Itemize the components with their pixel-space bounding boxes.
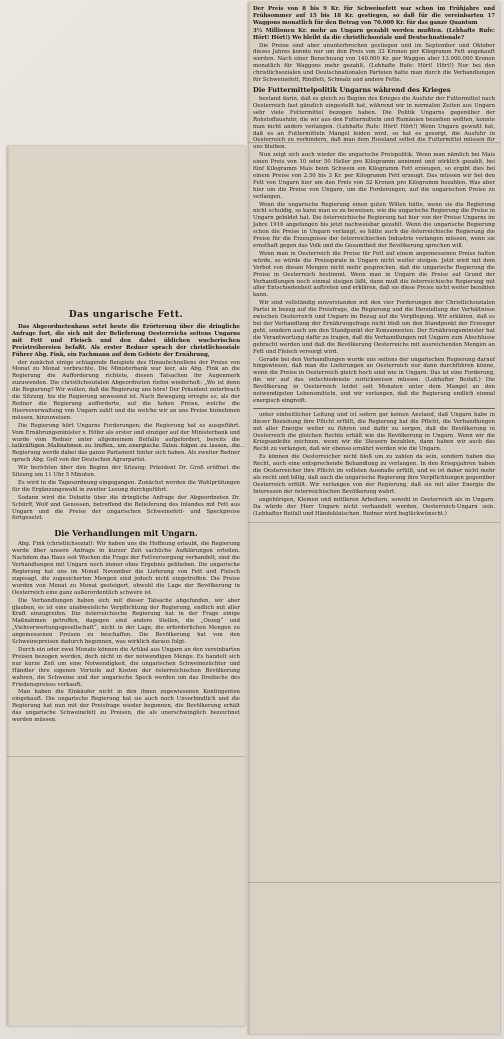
paragraph: Wenn man in Oesterreich die Preise für Fett auf einem angemessenen Preise halten würde, so würde die Preisspirale in Ungarn nicht weiter steigen. Jetzt wird mit dem Verbot von diesen Mengen nicht mehr gesprochen, daß die ungarische Regierung die Preise in Oesterreich bestimmt. Wenn man in Ungarn die Preise auf Grund der Verhandlungen noch einmal steigen läßt, dann muß die österreichische Regierung mit aller Entschiedenheit auftreten und erklären, daß sie diese Preise nicht weiter bezahlen kann. (253, 250, 495, 299)
paper-fold-line (7, 756, 245, 757)
paragraph: Die Regierung hört Ungarns Forderungen; die Regierung hat es ausgeführt. Vom Ernährungsminister v. Höfer als erster und einziger auf der Ministerbank und wurde vom Redner unter allgemeinem Beifalle aufgefordert, bereits die tatkräftigen Maßnahmen zu treffen, um energische Taten folgen zu lassen, die Regierung werde dabei das ganze Parlament hinter sich haben. Als zweiter Redner sprach Abg. Goll von der Deutschen Agrarpartei. (12, 422, 240, 464)
paragraph: Die Verhandlungen haben sich mit dieser Tatsache abgefunden, wir aber glauben, es ist eine unabweisliche Verpflichtung der Regierung, endlich mit aller Kraft einzugreifen. Die österreichische Regierung hat in der Frage einige Maßnahmen getroffen, dagegen sind andere Stellen, die „Oezeg“ und „Viehverwertungsgesellschaft“, nicht in der Lage, die erforderlichen Mengen zu angemessenen Preisen zu beschaffen. Die Bevölkerung hat von den Schweinepreisen dadurch begonnen, was wirklich daraus folgt. (12, 597, 240, 646)
section-heading: Die Verhandlungen mit Ungarn. (54, 528, 198, 539)
column-divider (253, 408, 495, 409)
article-title: Das ungarische Fett. (68, 310, 184, 320)
paragraph: Es können die Oesterreicher nicht bloß um zu zahlen da sein, sondern haben das Recht, auch eine entsprechende Behandlung zu verlangen. In den Kriegsjahren haben die Oesterreicher ihre Pflicht im vollsten Ausmaße erfüllt, und es ist daher nicht mehr als recht und billig, daß auch die ungarische Regierung ihre Verpflichtungen gegenüber Oesterreich erfüllt. Wir verlangen von der Regierung, daß sie mit aller Energie die Interessen der österreichischen Bevölkerung wahrt. (253, 454, 495, 495)
paragraph: bestand darin, daß es gleich zu Beginn des Krieges die Ausfuhr der Futtermittel nach Oesterreich fast gänzlich eingestellt hat, während wir in normalen Zeiten aus Ungarn sehr viele Futtermittel bezogen haben. Die Politik Ungarns gegenüber der Rohstoffausfuhr, die wir aus den Futtermitteln und Rumänien beziehen wollten, konnte man nicht anders verlangen. (Lebhafte Rufe: Hört! Hört!) Wenn Ungarn gewußt hat, daß es an Futtermitteln Mangel leiden wird, so hat es gesorgt, die Ausfuhr in Oesterreich zu verhindern, daß man dem Russland selbst die Futtermittel müssen für uns bleiben. (253, 95, 495, 151)
section-heading: Die Futtermittelpolitik Ungarns während des Krieges (253, 85, 451, 94)
newspaper-clipping-right (248, 2, 500, 1034)
article-lead: Das Abgeordnetenhaus setzt heute die Erörterung über die dringliche Anfrage fort, die sich mit der Belieferung Oesterreichs seitens Ungarns mit Fett und Fleisch und den dabei üblichen wucherischen Preistreibereien befaßt. Als erster Redner sprach der christlichsoziale Führer Abg. Fink, ein Fachmann auf dem Gebiete der Ernährung, (12, 324, 240, 358)
paragraph: Wenn die ungarische Regierung einen guten Willen hätte, wenn sie die Regierung nicht schuldig, so kann man es zu beweisen, wie die ungarische Regierung die Preise in Ungarn gebildet hat. Die österreichische Regierung hat hier von der Preise Ungarns im Jahre 1916 angefangen bis jetzt nachweisbar gezahlt. Wenn die ungarische Regierung schon die Preise in Ungarn verlangt, so hätte auch die österreichische Regierung die Preise für die Erzeugnisse der österreichischen Industrie verlangen müssen, wenn sie ernsthaft gegen das Volk und die Gesamtheit der Bevölkerung sprechen will. (253, 201, 495, 249)
paragraph: Die Preise sind aber ununterbrochen gestiegen und im September und Oktober dieses Jahres konnte nur um den Preis von 32 Kronen per Kilogramm Fett angekauft werden. Nach einer Berechnung von 140.000 Kr. per Waggon aber 13.000.000 Kronen monatlich für Waggons mehr gezahlt. (Lebhafte Rufe: Hört! Hört!) Nur bei den christlichsozialen und Deutschnationalen Parteien hatte man durch die Verhandlungen für Schweinefett, Rindfett, Schmalz und andere Fette. (253, 42, 495, 84)
paragraph: Der Preis von 8 bis 9 Kr. für Schweinefett war schon im Frühjahre und Frühsommer auf 15 bis 18 Kr. gestiegen, so daß für die vereinbarten 17 Waggons monatlich für den Betrag von 70.000 Kr. für das ganze Quantum (253, 6, 495, 26)
paragraph: Man haben die Einkäufer nicht in den ihnen zugewiesenen Kontingenten eingekauft. Die ungarische Regierung hat sie auch noch Unverbindlich und die Regierung hat nun mit der Preisfrage wieder begonnen, die Bevölkerung erhält das ungarische Schweinefett zu Preisen, die als unerschwinglich bezeichnet werden müssen. (12, 689, 240, 724)
left-column-text (7, 146, 245, 729)
paragraph: Durch ein oder zwei Monate können die Artikel aus Ungarn an den vereinbarten Preisen bezogen werden, doch nicht in der notwendigen Menge. Es handelt sich nur kurze Zeit um eine Notwendigkeit, die ungarischen Schweinezüchter und Händler ihre eigenen Vorteile auf Kosten der österreichischen Bevölkerung wahren, die Schweine und der ungarische Speck werden um das Dreifache des Friedenspreises verkauft. (12, 646, 240, 688)
paragraph: Gerade bei den Verhandlungen wurde uns seitens der ungarischen Regierung darauf hingewiesen, daß man die Lieferungen an Oesterreich nur dann durchführen könne, wenn die Preise in Oesterreich gleich hoch sind wie in Ungarn. Das ist eine Forderung, die wir auf das entschiedenste zurückweisen müssen. (Lebhafter Beifall.) Die Bevölkerung in Oesterreich leidet seit Monaten unter dem Mangel an den notwendigsten Lebensmitteln, und wir verlangen, daß die Regierung endlich einmal energisch eingreift. (253, 356, 495, 404)
right-column-text (248, 2, 500, 522)
paper-edge-shadow (7, 146, 10, 1026)
paragraph: Wir berichten über den Beginn der Sitzung: Präsident Dr. Groß eröffnet die Sitzung um 11 Uhr 5 Minuten. (12, 465, 240, 479)
paragraph: unter einheitlicher Leitung und ist sofern gar keinen Anstand, daß Ungarn habe in dieser Beziehung ihre Pflicht erfüllt, die Regierung hat die Pflicht, die Verhandlungen mit aller Energie weiter zu führen und dafür zu sorgen, daß die Bevölkerung in Oesterreich die gleichen Rechte erhält wie die Bevölkerung in Ungarn. Wenn wir die Kriegsanleihe zeichnen, wenn wir die Steuern bezahlen, dann haben wir auch das Recht zu verlangen, daß wir ebenso ernährt werden wie die Ungarn. (253, 411, 495, 453)
paragraph: Nun zeigt sich auch wieder die ungarische Preispolitik. Wenn man nämlich bei Mais einen Preis von 10 oder 50 Heller pro Kilogramm annimmt und wirklich gezahlt, bei fünf Kilogramm Mais beim Schwein ein Kilogramm Fett erzeugen, so ergibt dies bei einem Preise von 2.50 bis 3 Kr. per Kilogramm Fett erzeugt. Das müssen wir bei den Fett von Ungarn hier um den Preis von 32 Kronen pro Kilogramm bezahlen. Was aber hier um die Preise von Ungarn, um die Forderungen, auf die ungarischen Preise zu verlangen. (253, 152, 495, 200)
paragraph: der zunächst einige schlagende Beispiele des Hinaufschnellens der Preise von Monat zu Monat vorbrachte. Die Ministerbank war leer, als Abg. Fink an die Regierung die Aufforderung richtete, diesen Tatsachen ihr Augenmerk zuzuwenden. Die christlichsozialen Abgeordneten riefen wiederholt: „Wo ist denn die Regierung? Wir wollen, daß die Regierung uns höre! Der Präsident unterbrach die Sitzung, bis die Regierung anwesend ist. Nach Bewegung erregte es, als der Redner die Regierung aufforderte, auf die hohen Preise, welche die Heeresverwaltung von Ungarn zahlt und die welche wir an uns Preise hinnehmen müssen, hinzuweisen. (12, 359, 240, 421)
newspaper-clipping-left (7, 146, 245, 1026)
paragraph: Sodann wird die Debatte über die dringliche Anfrage der Abgeordneten Dr. Schürff, Wolf und Genossen, betreffend die Belieferung des Inlandes mit Fett aus Ungarn und die Preise der ungarischen Schweinefett- und Speckpreise fortgesetzt. (12, 494, 240, 522)
paper-fold-line (248, 882, 500, 883)
paper-fold-line (248, 142, 500, 143)
paper-edge-shadow (248, 2, 251, 1034)
paragraph: Wir sind vollständig einverstanden mit den vier Forderungen der Christlichsozialen Partei in bezug auf die Preisfrage, die Regierung und die Herstellung der Verhältnisse zwischen Oesterreich und Ungarn im Bezug auf die Verpflegung. Wir erklären, daß es bei der Verhandlung der Ernährungsfrage nicht bloß um den Standpunkt der Erzeuger geht, sondern auch um den Standpunkt der Konsumenten. Der Ernährungsminister hat die Verantwortung dafür zu tragen, daß die Verhandlungen mit Ungarn zum Abschlusse gebracht werden und daß die Bevölkerung Oesterreichs mit ausreichenden Mengen an Fett und Fleisch versorgt wird. (253, 300, 495, 355)
paragraph: angehörigen, Kleinen und mittleren Arbeitern, sowohl in Oesterreich als in Ungarn. Da würde der Herr Ungarn nicht verhandelt werden, Oesterreich-Ungarn sein. (Lebhafter Beifall und Händeklatschen. Redner wird beglückwünscht.) (253, 496, 495, 517)
paper-fold-line (248, 522, 500, 523)
paragraph: Es wird in die Tagesordnung eingegangen. Zunächst werden die Wahlprüfungen für die Ergänzungswahl in zweiter Lesung durchgeführt. (12, 479, 240, 493)
paragraph-emphasis: 3½ Millionen Kr. mehr an Ungarn gezahlt werden mußten. (Lebhafte Rufe: Hört! Hört!) Wo bleibt da die christlichsoziale und Deutschnationale? (253, 27, 495, 41)
paragraph: Abg. Fink (christlichsozial): Wir haben uns die Hoffnung erlaubt, die Regierung werde über unsere Anfrage in kurzer Zeit sachliche Aufklärungen erteilen. Nachdem das Haus seit Wochen die Frage der Fettversorgung verhandelt, sind die Verhandlungen mit Ungarn noch immer ohne Ergebnis geblieben. Die ungarische Regierung hat uns im Monat November die Lieferung von Fett und Fleisch zugesagt, die zugesicherten Mengen sind jedoch nicht eingetroffen. Die Preise wurden von Monat zu Monat gesteigert, obwohl die Lage der Bevölkerung in Oesterreich eine ganz außerordentlich schwere ist. (12, 541, 240, 596)
paper-fold-line (7, 446, 245, 447)
